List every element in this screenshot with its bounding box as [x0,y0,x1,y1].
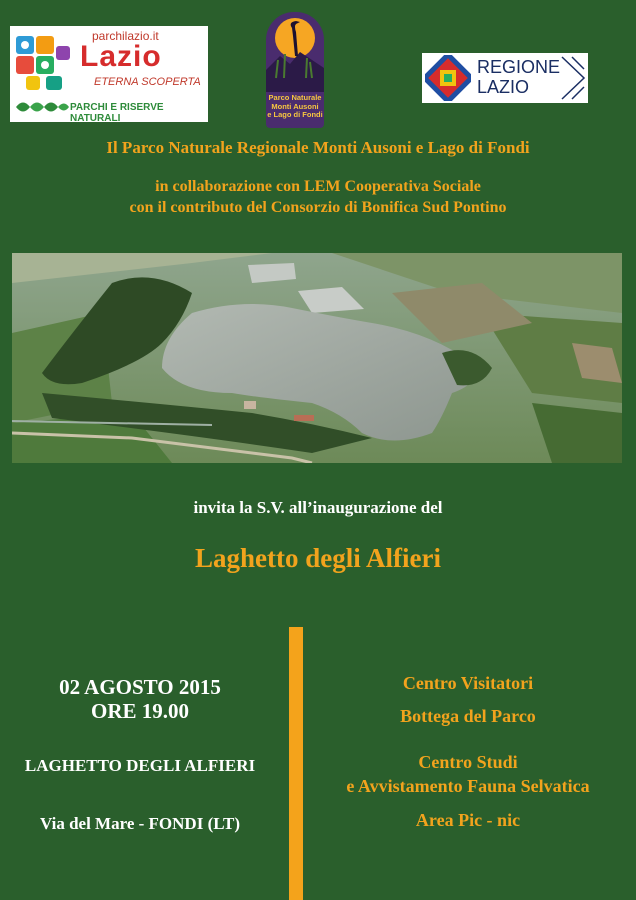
feature-study-center: Centro Studi [418,752,518,772]
lazio-emblem-icon [14,34,74,94]
invite-text: invita la S.V. all’inaugurazione del [193,498,443,517]
feature-picnic-area: Area Pic - nic [415,810,521,830]
heron-icon [266,12,324,92]
regione-line1: REGIONE [477,57,561,77]
regione-chevron-icon [560,55,586,101]
leaf-pattern-icon [14,98,70,116]
lazio-subtitle: PARCHI E RISERVE NATURALI [70,102,164,124]
lazio-url: parchilazio.it [92,29,159,43]
regione-lazio-logo [422,53,588,103]
aerial-lake-photo [12,253,622,463]
event-place: LAGHETTO DEGLI ALFIERI [24,756,256,775]
intro-line-1: Il Parco Naturale Regionale Monti Ausoni e Lago di Fondi [106,138,530,157]
event-address: Via del Mare - FONDI (LT) [39,814,241,833]
regione-crest-icon [425,55,471,101]
lazio-brand: Lazio [80,40,162,73]
vertical-divider [289,627,303,900]
parco-logo-line3: e Lago di Fondi [267,110,323,119]
parco-logo [266,12,324,128]
intro-line-3: con il contributo del Consorzio di Bonifica Sud Pontino [129,199,507,216]
feature-shop: Bottega del Parco [400,706,536,726]
regione-line2: LAZIO [477,77,530,97]
feature-visitor-center: Centro Visitatori [402,673,534,693]
feature-wildlife-watch: e Avvistamento Fauna Selvatica [346,776,590,796]
lazio-logo [10,26,208,122]
parco-logo-line2: Monti Ausoni [271,101,319,111]
event-date: 02 AGOSTO 2015 [59,675,221,699]
parco-logo-line1: Parco Naturale [268,93,322,102]
event-title: Laghetto degli Alfieri [195,543,441,573]
intro-line-2: in collaborazione con LEM Cooperativa Sociale [155,178,481,195]
event-time: ORE 19.00 [90,699,189,723]
lazio-tagline: ETERNA SCOPERTA [94,76,201,88]
